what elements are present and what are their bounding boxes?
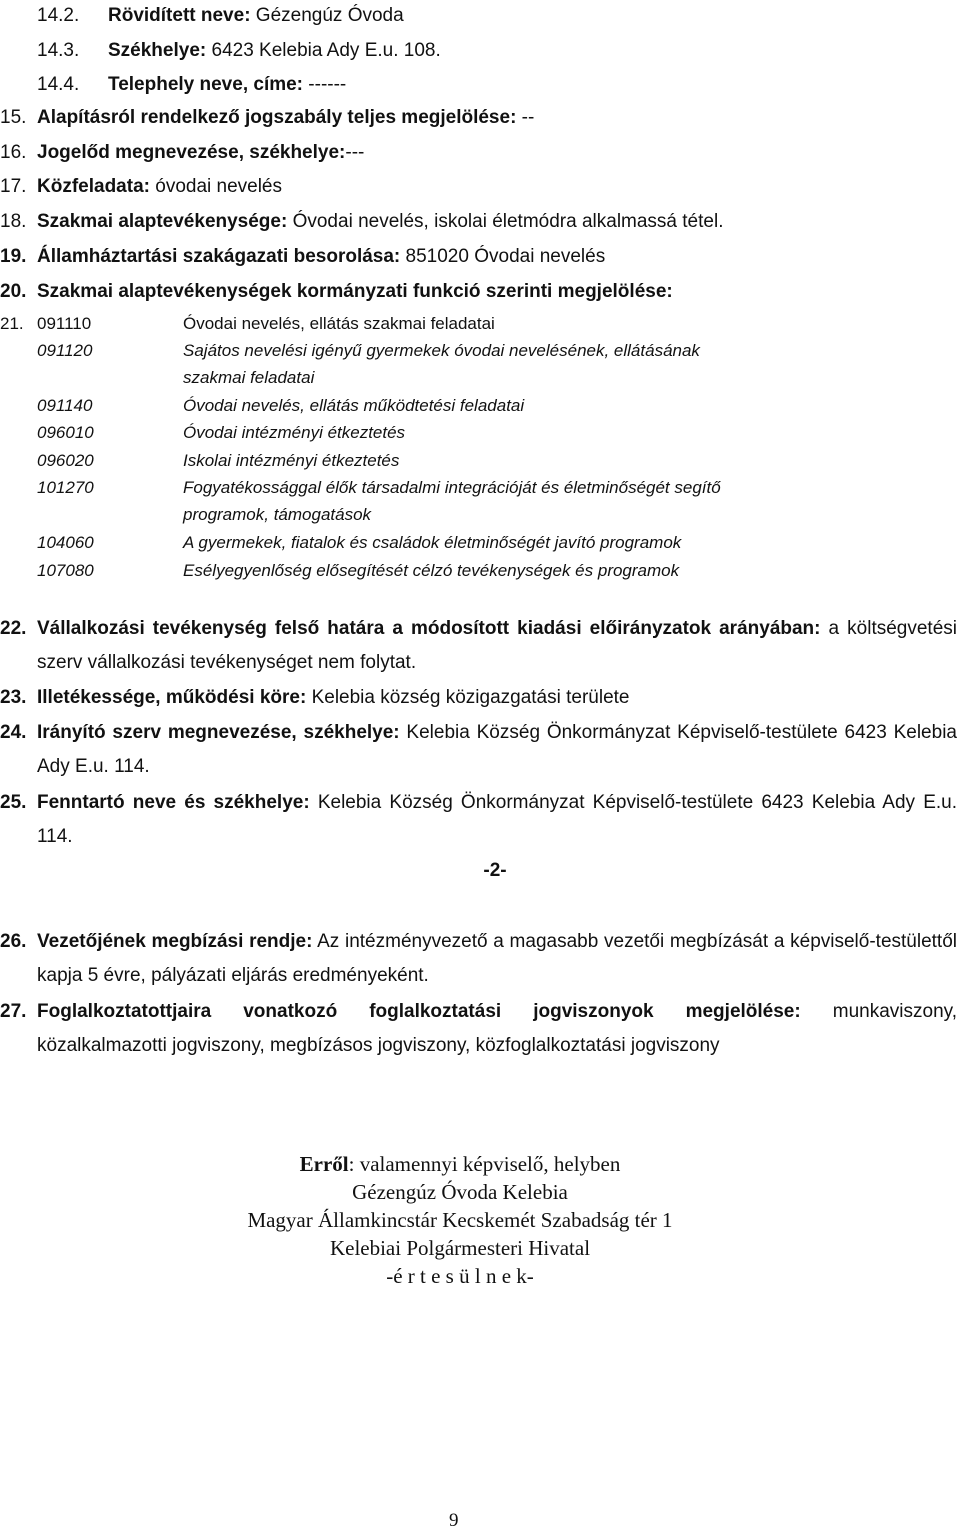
item-label: Irányító szerv megnevezése, székhelye: bbox=[37, 722, 400, 743]
function-description: Fogyatékossággal élők társadalmi integrációját és életminőségét segítő bbox=[183, 478, 721, 497]
function-code: 096020 bbox=[37, 451, 94, 470]
item-number: 26. bbox=[0, 931, 27, 952]
function-description: Óvodai nevelés, ellátás működtetési feladatai bbox=[183, 396, 525, 415]
function-description: Sajátos nevelési igényű gyermekek óvodai nevelésének, ellátásának bbox=[183, 341, 700, 360]
function-code: 091110 bbox=[37, 314, 92, 333]
page-number: 9 bbox=[449, 1510, 459, 1531]
item-number: 15. bbox=[0, 107, 27, 128]
item-number: 18. bbox=[0, 211, 27, 232]
item-number: 25. bbox=[0, 792, 27, 813]
footer-label: Erről bbox=[299, 1152, 349, 1176]
item-number: 14.3. bbox=[37, 40, 80, 61]
item-value: a költségvetési szerv vállalkozási tevékenységet nem folytat. bbox=[37, 618, 957, 673]
function-code: 107080 bbox=[37, 561, 94, 580]
item-number: 23. bbox=[0, 687, 27, 708]
item-number: 14.4. bbox=[37, 74, 80, 95]
item-number: 14.2. bbox=[37, 5, 80, 26]
item-value: 6423 Kelebia Ady E.u. 108. bbox=[206, 40, 441, 61]
item-value: Kelebia község közigazgatási területe bbox=[306, 687, 630, 708]
function-description: Óvodai intézményi étkeztetés bbox=[183, 423, 406, 442]
function-code: 091120 bbox=[37, 341, 93, 360]
item-number: 24. bbox=[0, 722, 27, 743]
item-value: Óvodai nevelés, iskolai életmódra alkalmassá tétel. bbox=[287, 211, 724, 232]
item-value: Kelebia Község Önkormányzat Képviselő-testülete 6423 Kelebia Ady E.u. 114. bbox=[37, 722, 957, 777]
item-number: 17. bbox=[0, 176, 27, 197]
item-label: Közfeladata: bbox=[37, 176, 150, 197]
item-number: 21. bbox=[0, 314, 24, 333]
function-code: 104060 bbox=[37, 533, 94, 552]
function-description-continued: programok, támogatások bbox=[183, 505, 372, 524]
item-label: Államháztartási szakágazati besorolása: bbox=[37, 246, 401, 267]
item-label: Illetékessége, működési köre: bbox=[37, 687, 307, 708]
item-number: 20. bbox=[0, 281, 27, 302]
item-label: Foglalkoztatottjaira vonatkozó foglalkoztatási jogviszonyok megjelölése: bbox=[37, 1001, 801, 1022]
function-code: 101270 bbox=[37, 478, 94, 497]
footer-line-kindergarten: Gézengúz Óvoda Kelebia bbox=[352, 1180, 568, 1204]
footer-text: : valamennyi képviselő, helyben bbox=[348, 1152, 621, 1176]
item-label: Szakmai alaptevékenysége: bbox=[37, 211, 288, 232]
item-26 bbox=[0, 925, 960, 995]
item-value: ------ bbox=[303, 74, 347, 95]
footer-line-notified: -é r t e s ü l n e k- bbox=[386, 1264, 534, 1288]
item-label: Rövidített neve: bbox=[108, 5, 251, 26]
footer-line-treasury: Magyar Államkincstár Kecskemét Szabadság tér 1 bbox=[247, 1208, 673, 1232]
item-label: Alapításról rendelkező jogszabály teljes megjelölése: bbox=[37, 107, 517, 128]
function-description-continued: szakmai feladatai bbox=[183, 368, 315, 387]
function-description: Óvodai nevelés, ellátás szakmai feladatai bbox=[183, 314, 495, 333]
footer-line-office: Kelebiai Polgármesteri Hivatal bbox=[329, 1236, 591, 1260]
function-code: 096010 bbox=[37, 423, 94, 442]
item-27 bbox=[0, 995, 960, 1065]
item-value: --- bbox=[345, 142, 365, 163]
function-description: A gyermekek, fiatalok és családok életminőségét javító programok bbox=[183, 533, 682, 552]
item-number: 16. bbox=[0, 142, 27, 163]
function-description: Iskolai intézményi étkeztetés bbox=[183, 451, 400, 470]
item-value: -- bbox=[516, 107, 535, 128]
footer-line-recipients bbox=[0, 1150, 920, 1178]
item-22 bbox=[0, 612, 960, 682]
item-25 bbox=[0, 786, 960, 856]
item-label: Vezetőjének megbízási rendje: bbox=[37, 931, 313, 952]
item-value: Gézengúz Óvoda bbox=[250, 5, 404, 26]
item-value: munkaviszony, közalkalmazotti jogviszony, megbízásos jogviszony, közfoglalkoztatási jogviszony bbox=[37, 1001, 958, 1056]
item-number: 27. bbox=[0, 1001, 27, 1022]
item-label: Szakmai alaptevékenységek kormányzati funkció szerinti megjelölése: bbox=[37, 281, 673, 302]
item-label: Fenntartó neve és székhelye: bbox=[37, 792, 310, 813]
function-code: 091140 bbox=[37, 396, 93, 415]
item-label: Székhelye: bbox=[108, 40, 207, 61]
page-marker: -2- bbox=[483, 860, 507, 881]
item-number: 22. bbox=[0, 618, 27, 639]
item-label: Vállalkozási tevékenység felső határa a módosított kiadási előirányzatok arányában: bbox=[37, 618, 821, 639]
item-label: Jogelőd megnevezése, székhelye: bbox=[37, 142, 346, 163]
item-value: óvodai nevelés bbox=[149, 176, 283, 197]
item-23 bbox=[0, 681, 960, 715]
item-value: Kelebia Község Önkormányzat Képviselő-testülete 6423 Kelebia Ady E.u. 114. bbox=[37, 792, 957, 847]
item-value: Az intézményvezető a magasabb vezetői megbízását a képviselő-testülettől kapja 5 évre, pályázati eljárás eredményeként. bbox=[37, 931, 957, 986]
item-24 bbox=[0, 716, 960, 786]
function-description: Esélyegyenlőség elősegítését célzó tevékenységek és programok bbox=[183, 561, 680, 580]
item-label: Telephely neve, címe: bbox=[108, 74, 304, 95]
item-number: 19. bbox=[0, 246, 27, 267]
item-value: 851020 Óvodai nevelés bbox=[400, 246, 606, 267]
